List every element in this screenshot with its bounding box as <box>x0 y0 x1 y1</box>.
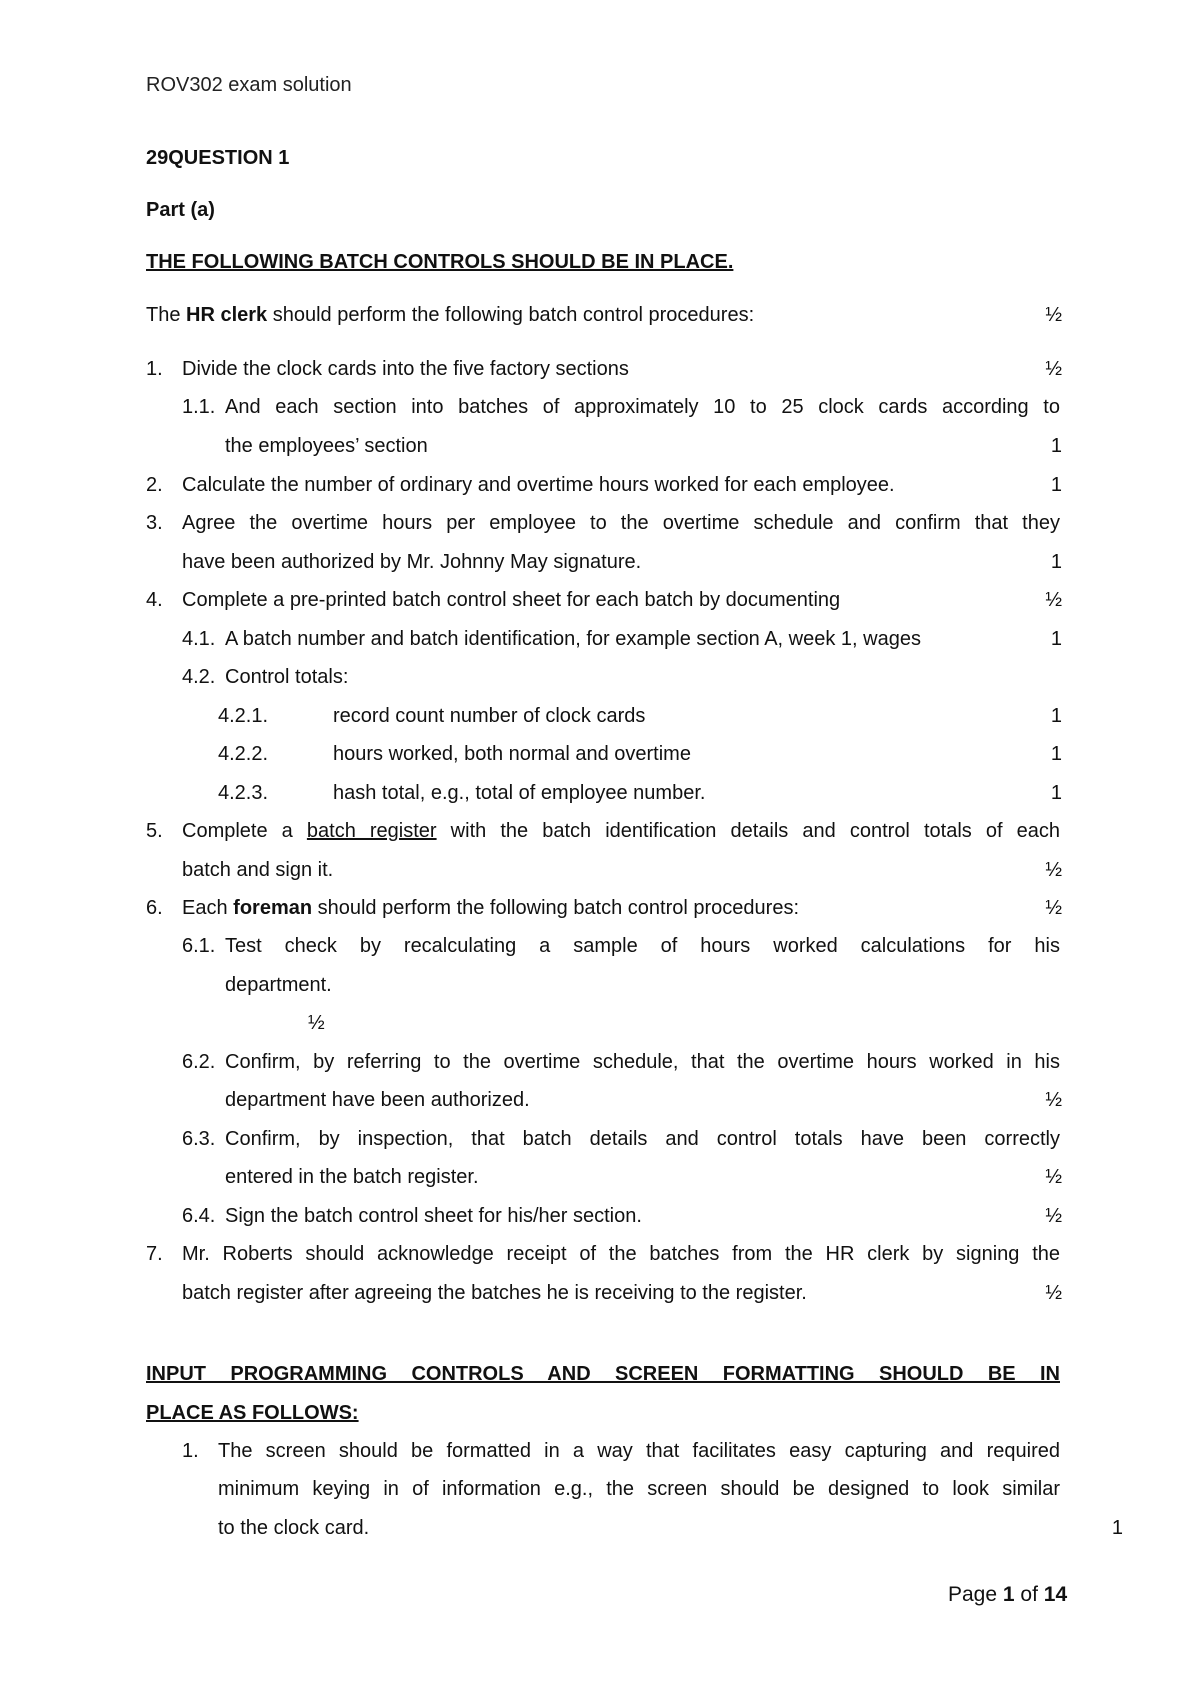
mark: ½ <box>1045 859 1062 881</box>
item-text: Control totals: <box>225 666 349 688</box>
item-text: record count number of clock cards <box>333 705 646 727</box>
item-text: to the clock card. <box>218 1517 370 1539</box>
item-number: 4.2. <box>182 666 216 688</box>
item-number: 4.2.2. <box>218 743 269 765</box>
item-number: 4.1. <box>182 628 216 650</box>
item-text: batch register after agreeing the batches he is receiving to the register. <box>182 1282 807 1304</box>
mark: ½ <box>1045 1282 1062 1304</box>
item-text: the employees’ section <box>225 435 428 457</box>
item-text: hash total, e.g., total of employee number. <box>333 782 706 804</box>
mark: 1 <box>1050 628 1062 650</box>
mark: 1 <box>1050 435 1062 457</box>
item-number: 1.1. <box>182 396 216 418</box>
item-text: Confirm, by referring to the overtime schedule, that the overtime hours worked in his <box>225 1051 1060 1073</box>
item-text: A batch number and batch identification, for example section A, week 1, wages <box>225 628 921 650</box>
item-number: 1. <box>182 1440 199 1462</box>
item-text: have been authorized by Mr. Johnny May signature. <box>182 551 642 573</box>
section2-heading-cont: PLACE AS FOLLOWS: <box>146 1402 359 1424</box>
batch-register-term: batch register <box>306 820 437 842</box>
item-number: 6. <box>146 897 163 919</box>
item-text: Sign the batch control sheet for his/her section. <box>225 1205 642 1227</box>
page-number: 1 <box>1002 1583 1015 1606</box>
mark: ½ <box>1045 897 1062 919</box>
item-text: Calculate the number of ordinary and overtime hours worked for each employee. <box>182 474 895 496</box>
mark: ½ <box>1045 304 1062 326</box>
mark: ½ <box>1045 589 1062 611</box>
item-text: Mr. Roberts should acknowledge receipt of the batches from the HR clerk by signing the <box>182 1243 1060 1265</box>
mark: ½ <box>1045 1089 1062 1111</box>
item-text: minimum keying in of information e.g., the screen should be designed to look similar <box>218 1478 1060 1500</box>
item-text: department have been authorized. <box>225 1089 530 1111</box>
item-number: 4.2.3. <box>218 782 269 804</box>
foreman-term: foreman <box>233 897 313 919</box>
item-text: hours worked, both normal and overtime <box>333 743 691 765</box>
page-footer: Page 1 of 14 <box>948 1583 1068 1606</box>
item-number: 6.2. <box>182 1051 216 1073</box>
page-total: 14 <box>1043 1583 1068 1606</box>
item-number: 4. <box>146 589 163 611</box>
item-text: And each section into batches of approximately 10 to 25 clock cards according to <box>225 396 1060 418</box>
mark: 1 <box>1050 782 1062 804</box>
item-number: 7. <box>146 1243 163 1265</box>
item-text: The screen should be formatted in a way that facilitates easy capturing and required <box>218 1440 1060 1462</box>
item-number: 3. <box>146 512 163 534</box>
item-text: department. <box>225 974 332 996</box>
hr-clerk-term: HR clerk <box>186 304 268 326</box>
item-number: 1. <box>146 358 163 380</box>
item-number: 2. <box>146 474 163 496</box>
item-text: entered in the batch register. <box>225 1166 479 1188</box>
mark: 1 <box>1050 705 1062 727</box>
mark: ½ <box>1045 1205 1062 1227</box>
mark: ½ <box>1045 358 1062 380</box>
mark: ½ <box>308 1012 325 1034</box>
item-text: Each foreman should perform the following batch control procedures: <box>182 897 799 919</box>
item-number: 5. <box>146 820 163 842</box>
running-header: ROV302 exam solution <box>146 74 352 96</box>
mark: 1 <box>1111 1517 1123 1539</box>
item-text: Agree the overtime hours per employee to the overtime schedule and confirm that they <box>182 512 1060 534</box>
mark: 1 <box>1050 743 1062 765</box>
item-number: 6.4. <box>182 1205 216 1227</box>
item-text: Test check by recalculating a sample of hours worked calculations for his <box>225 935 1060 957</box>
mark: ½ <box>1045 1166 1062 1188</box>
item-text: Confirm, by inspection, that batch details and control totals have been correctly <box>225 1128 1060 1150</box>
item-number: 6.3. <box>182 1128 216 1150</box>
mark: 1 <box>1050 551 1062 573</box>
item-number: 6.1. <box>182 935 216 957</box>
section1-heading: THE FOLLOWING BATCH CONTROLS SHOULD BE IN PLACE. <box>146 251 734 273</box>
item-text: Complete a pre-printed batch control sheet for each batch by documenting <box>182 589 841 611</box>
intro-line: The HR clerk should perform the following batch control procedures: <box>146 304 755 326</box>
mark: 1 <box>1050 474 1062 496</box>
item-number: 4.2.1. <box>218 705 269 727</box>
part-label: Part (a) <box>146 199 215 221</box>
question-title: 29QUESTION 1 <box>146 147 290 169</box>
section2-heading: INPUT PROGRAMMING CONTROLS AND SCREEN FORMATTING SHOULD BE IN <box>146 1363 1060 1385</box>
item-text: batch and sign it. <box>182 859 334 881</box>
item-text: Divide the clock cards into the five factory sections <box>182 358 629 380</box>
item-text: Complete a batch register with the batch identification details and control totals of each <box>182 820 1060 842</box>
